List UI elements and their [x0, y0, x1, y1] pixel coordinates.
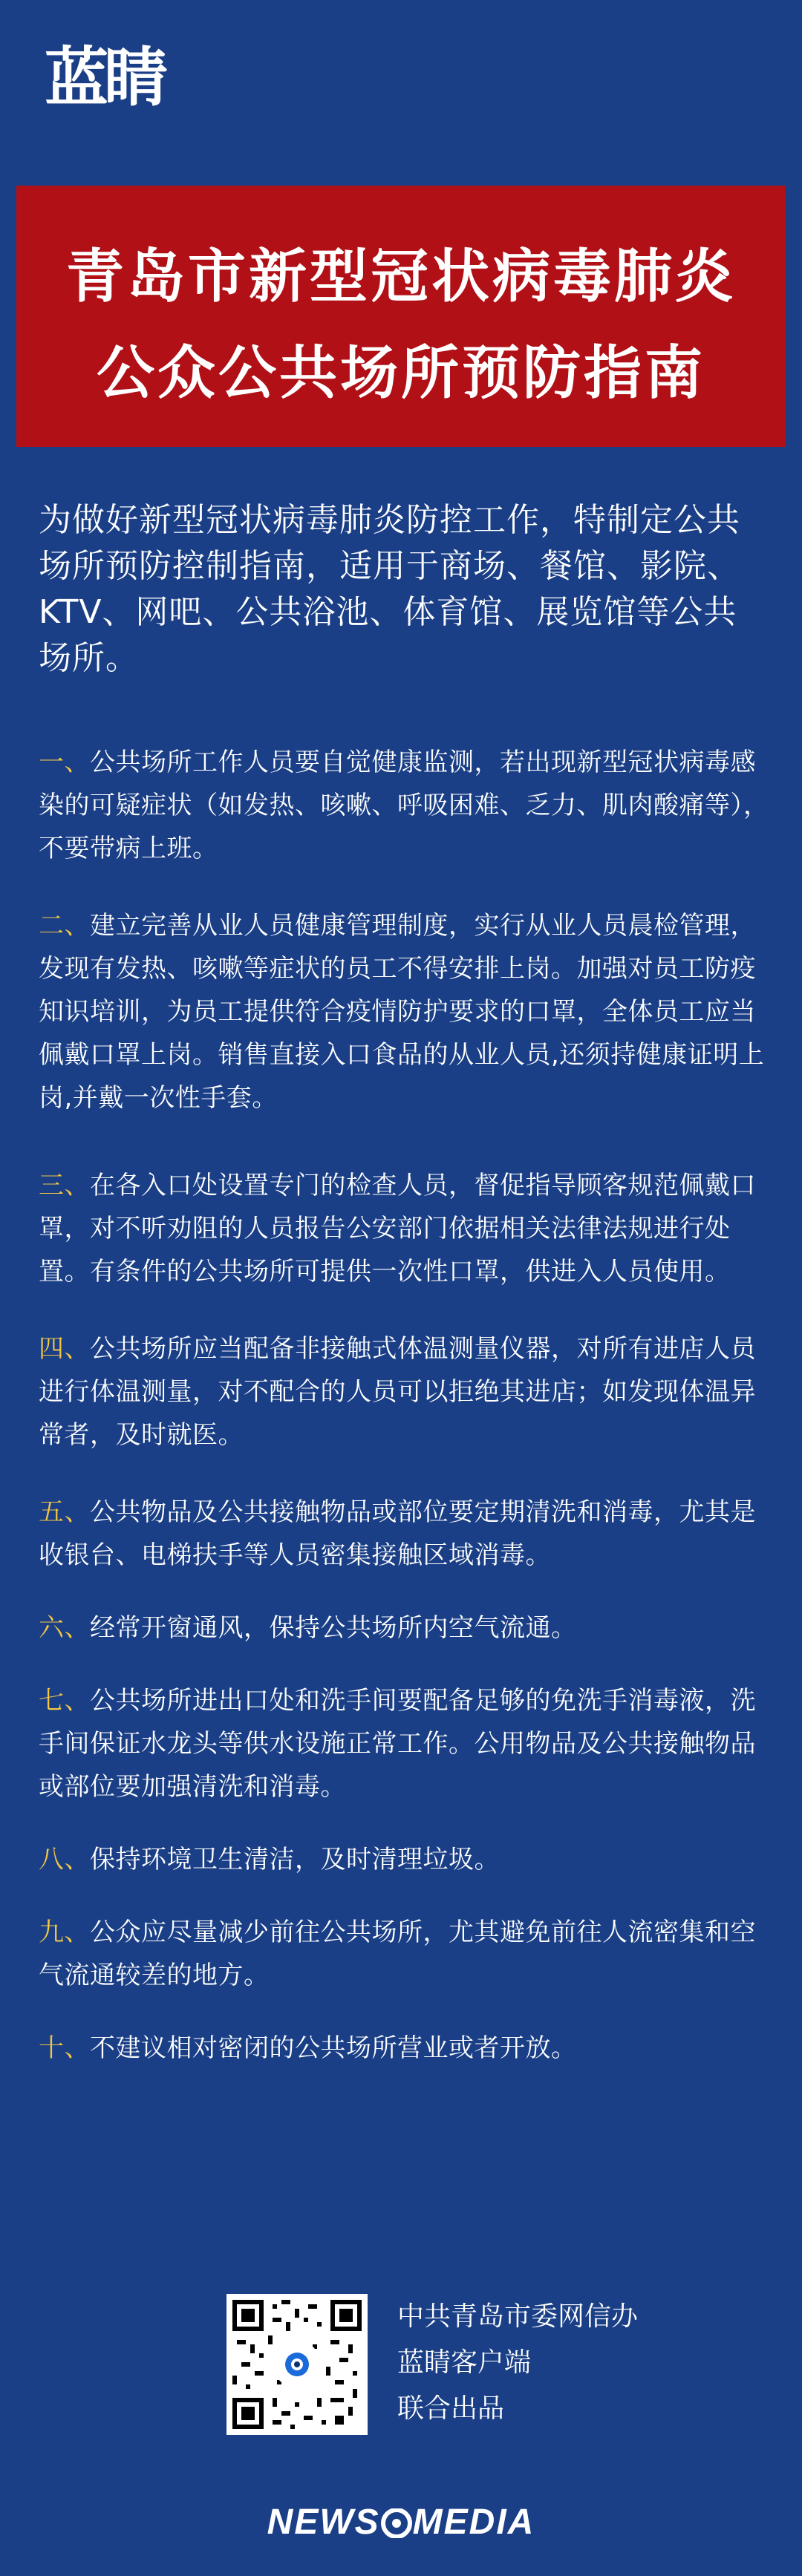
- guide-item-6: [39, 1606, 770, 1650]
- item-text: 公共物品及公共接触物品或部位要定期清洗和消毒，尤其是收银台、电梯扶手等人员密集接触区域消毒。: [39, 1497, 756, 1570]
- item-text: 建立完善从业人员健康管理制度，实行从业人员晨检管理，发现有发热、咳嗽等症状的员工不得安排上岗。加强对员工防疫知识培训，为员工提供符合疫情防护要求的口罩，全体员工应当佩戴口罩上岗。销售直接入口食品的从业人员,还须持健康证明上岗,并戴一次性手套。: [39, 911, 765, 1113]
- qr-code[interactable]: [226, 2294, 368, 2435]
- footer-credits: [397, 2294, 638, 2432]
- credit-line-3: 联合出品: [397, 2393, 505, 2424]
- guide-item-5: [39, 1491, 770, 1577]
- brand-news: NEWS: [267, 2503, 380, 2542]
- item-number: 六、: [39, 1613, 90, 1643]
- guide-item-3: [39, 1164, 770, 1293]
- guide-item-8: [39, 1838, 770, 1881]
- item-text: 不建议相对密闭的公共场所营业或者开放。: [90, 2033, 577, 2063]
- lanjing-logo: [45, 41, 178, 115]
- item-text: 公众应尽量减少前往公共场所，尤其避免前往人流密集和空气流通较差的地方。: [39, 1918, 756, 1990]
- intro-paragraph: 为做好新型冠状病毒肺炎防控工作，特制定公共场所预防控制指南，适用于商场、餐馆、影院、KTV、网吧、公共浴池、体育馆、展览馆等公共场所。: [39, 501, 740, 677]
- item-text: 在各入口处设置专门的检查人员，督促指导顾客规范佩戴口罩，对不听劝阻的人员报告公安部门依据相关法律法规进行处置。有条件的公共场所可提供一次性口罩，供进入人员使用。: [39, 1171, 756, 1287]
- item-number: 四、: [39, 1334, 90, 1364]
- credit-line-1: 中共青岛市委网信办: [397, 2301, 639, 2332]
- item-text: 保持环境卫生清洁，及时清理垃圾。: [90, 1845, 500, 1874]
- title-banner: [16, 186, 786, 447]
- item-number: 九、: [39, 1918, 90, 1947]
- title-line-2: 公众公共场所预防指南: [96, 340, 705, 407]
- item-text: 公共场所工作人员要自觉健康监测，若出现新型冠状病毒感染的可疑症状（如发热、咳嗽、呼吸困难、乏力、肌肉酸痛等），不要带病上班。: [39, 748, 769, 863]
- item-number: 五、: [39, 1497, 90, 1527]
- guide-item-9: [39, 1911, 770, 1997]
- item-number: 二、: [39, 911, 90, 941]
- item-text: 公共场所应当配备非接触式体温测量仪器，对所有进店人员进行体温测量，对不配合的人员可以拒绝其进店；如发现体温异常者，及时就医。: [39, 1334, 756, 1450]
- item-text: 公共场所进出口处和洗手间要配备足够的免洗手消毒液，洗手间保证水龙头等供水设施正常工作。公用物品及公共接触物品或部位要加强清洗和消毒。: [39, 1686, 756, 1802]
- credit-line-2: 蓝睛客户端: [397, 2347, 532, 2378]
- item-number: 七、: [39, 1686, 90, 1716]
- item-number: 八、: [39, 1845, 90, 1874]
- brand-media: MEDIA: [412, 2503, 535, 2542]
- guide-item-4: [39, 1327, 770, 1457]
- item-text: 经常开窗通风，保持公共场所内空气流通。: [90, 1613, 577, 1643]
- item-number: 一、: [39, 748, 90, 777]
- guide-content: [39, 497, 770, 2099]
- title-line-1: 青岛市新型冠状病毒肺炎: [65, 243, 736, 310]
- guide-item-10: [39, 2027, 770, 2070]
- guide-item-2: [39, 904, 770, 1119]
- brand-eye-icon: [380, 2506, 413, 2536]
- logo-text: 蓝睛: [45, 41, 163, 115]
- item-number: 十、: [39, 2033, 90, 2063]
- newsmedia-brand: [0, 2502, 802, 2543]
- item-number: 三、: [39, 1171, 90, 1200]
- qr-logo-icon: [278, 2346, 316, 2383]
- guide-item-7: [39, 1679, 770, 1808]
- guide-item-1: [39, 741, 770, 870]
